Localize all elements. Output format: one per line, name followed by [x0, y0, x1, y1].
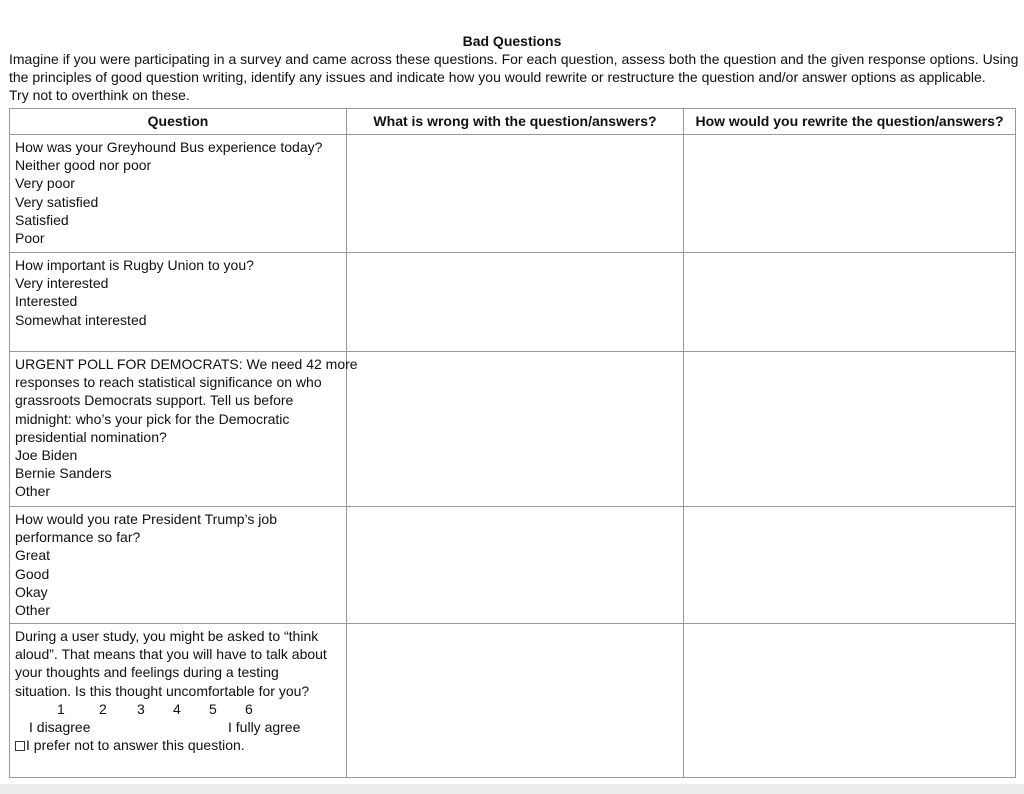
rewrite-cell[interactable] [684, 352, 1016, 507]
question-text: performance so far? [15, 529, 141, 546]
issues-cell[interactable] [347, 352, 684, 507]
answer-option: Very satisfied [15, 193, 99, 210]
table-row [10, 253, 1016, 352]
table-row [10, 624, 1016, 778]
issues-cell[interactable] [347, 253, 684, 352]
opt-out-label: I prefer not to answer this question. [26, 736, 245, 753]
question-text: your thoughts and feelings during a testing [15, 664, 279, 681]
table-row [10, 135, 1016, 253]
rewrite-cell[interactable] [684, 507, 1016, 624]
table-header-row [10, 109, 1016, 135]
issues-cell[interactable] [347, 135, 684, 253]
issues-cell[interactable] [347, 507, 684, 624]
questions-table [9, 108, 1016, 778]
answer-option: Bernie Sanders [15, 465, 112, 482]
scale-anchors [15, 718, 341, 736]
table-row [10, 352, 1016, 507]
rewrite-cell[interactable] [684, 253, 1016, 352]
answer-option: Joe Biden [15, 447, 78, 464]
question-text: How was your Greyhound Bus experience today? [15, 139, 323, 155]
instructions [9, 50, 1019, 104]
question-text: URGENT POLL FOR DEMOCRATS: We need 42 more [15, 356, 358, 372]
scale-point[interactable]: 5 [209, 700, 217, 717]
table-row [10, 507, 1016, 624]
question-text: How would you rate President Trump’s job [15, 511, 277, 527]
scale-point[interactable]: 3 [137, 700, 145, 717]
header-question: Question [10, 109, 347, 135]
instructions-line: Try not to overthink on these. [9, 87, 190, 103]
question-cell [10, 624, 347, 778]
answer-option: Neither good nor poor [15, 157, 152, 174]
question-cell [10, 507, 347, 624]
scale-point[interactable]: 4 [173, 700, 181, 717]
issues-cell[interactable] [347, 624, 684, 778]
scale-point[interactable]: 1 [57, 700, 65, 717]
question-cell [10, 352, 358, 507]
question-text: midnight: who’s your pick for the Democratic [15, 410, 290, 427]
answer-option: Somewhat interested [15, 311, 147, 328]
question-text: situation. Is this thought uncomfortable for you? [15, 682, 310, 699]
answer-option: Very interested [15, 275, 109, 292]
question-cell [10, 253, 347, 352]
answer-option: Good [15, 565, 50, 582]
question-text: presidential nomination? [15, 428, 167, 445]
rewrite-cell[interactable] [684, 135, 1016, 253]
answer-option: Poor [15, 230, 45, 247]
scale-point[interactable]: 2 [99, 700, 107, 717]
checkbox-icon[interactable] [15, 741, 25, 751]
scale-low-label: I disagree [29, 718, 91, 735]
question-text: During a user study, you might be asked to “think [15, 628, 319, 644]
question-text: How important is Rugby Union to you? [15, 257, 254, 273]
rating-scale [15, 700, 341, 718]
instructions-line: Imagine if you were participating in a survey and came across these questions. For each question, assess both the question and the given response options. Using [9, 51, 1019, 67]
rewrite-cell[interactable] [684, 624, 1016, 778]
header-issues: What is wrong with the question/answers? [347, 109, 684, 135]
header-rewrite: How would you rewrite the question/answers? [684, 109, 1016, 135]
answer-option: Satisfied [15, 211, 69, 228]
answer-option: Okay [15, 583, 48, 600]
scale-point[interactable]: 6 [245, 700, 253, 717]
answer-option: Very poor [15, 175, 75, 192]
question-text: grassroots Democrats support. Tell us before [15, 392, 294, 409]
page-bottom-margin [0, 784, 1024, 794]
answer-option: Other [15, 483, 51, 500]
question-text: responses to reach statistical significance on who [15, 374, 322, 391]
scale-high-label: I fully agree [228, 718, 301, 735]
question-cell [10, 135, 347, 253]
opt-out-option[interactable] [15, 736, 341, 754]
answer-option: Other [15, 602, 51, 619]
page-title: Bad Questions [462, 33, 562, 49]
instructions-line: the principles of good question writing, identify any issues and indicate how you would rewrite or restructure the question and/or answer options as applicable. [9, 69, 986, 85]
answer-option: Great [15, 547, 51, 564]
answer-option: Interested [15, 293, 78, 310]
question-text: aloud”. That means that you will have to talk about [15, 646, 327, 663]
